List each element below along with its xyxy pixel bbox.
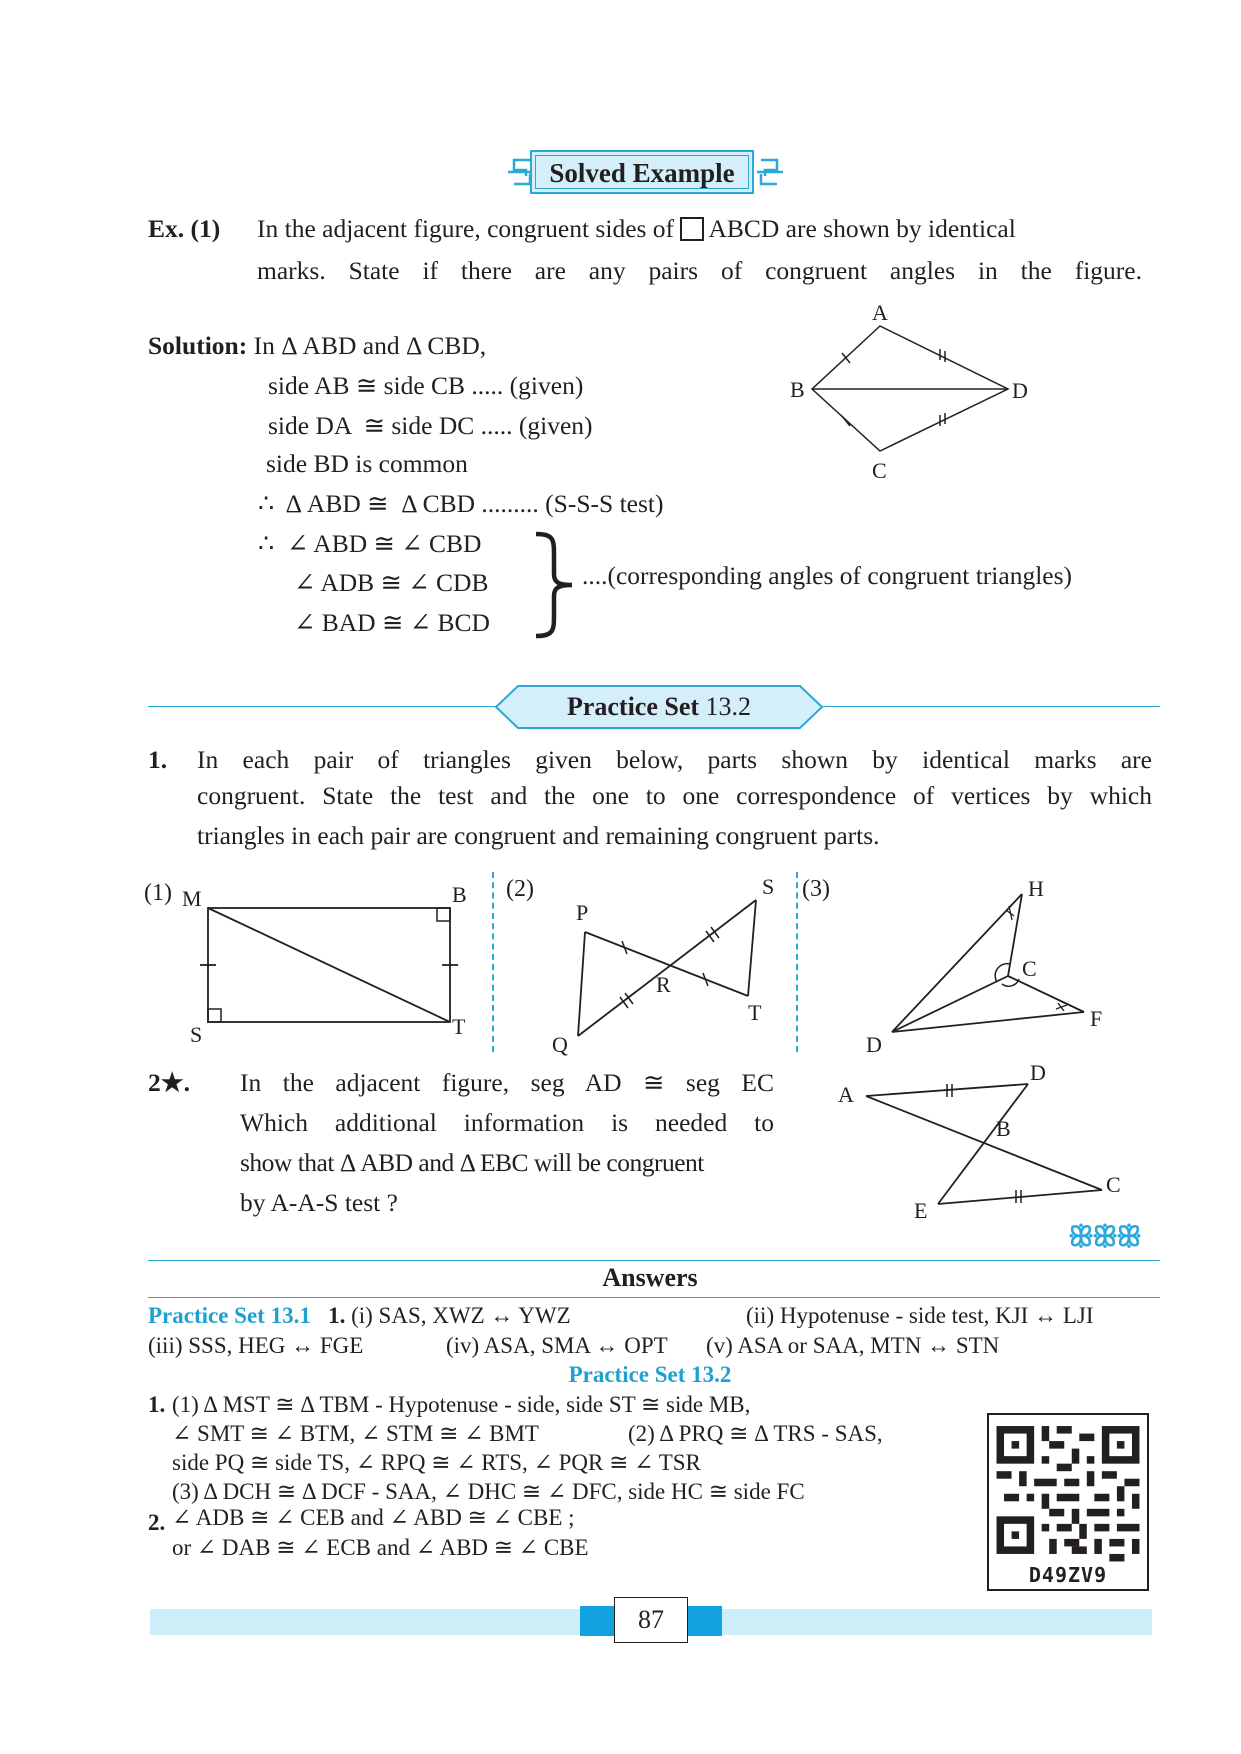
solution-line-7: ∠ BAD ≅ ∠ BCD bbox=[294, 608, 490, 637]
q2-line-1: In the adjacent figure, seg AD ≅ seg EC bbox=[240, 1068, 774, 1097]
label-s: S bbox=[762, 874, 775, 899]
label-b: B bbox=[996, 1116, 1011, 1141]
footer-accent-right bbox=[688, 1606, 722, 1636]
label-s: S bbox=[190, 1022, 203, 1047]
answers-rule-bottom bbox=[148, 1297, 1160, 1298]
label-d: D bbox=[866, 1032, 882, 1057]
diagonal-mt bbox=[208, 908, 450, 1022]
right-angle-b bbox=[437, 908, 450, 921]
solution-line-5: ∴ ∠ ABD ≅ ∠ CBD bbox=[258, 529, 482, 558]
qr-code-label: D49ZV9 bbox=[1028, 1563, 1108, 1587]
q2-line-4: by A-A-S test ? bbox=[240, 1188, 398, 1217]
label-c: C bbox=[1106, 1172, 1121, 1197]
answers-ps132-num1: 1. bbox=[148, 1392, 166, 1417]
figure-2-number: (2) bbox=[506, 876, 534, 902]
label-b: B bbox=[452, 882, 467, 907]
solution-line-0: In Δ ABD and Δ CBD, bbox=[253, 331, 487, 360]
brace-note: ....(corresponding angles of congruent triangles) bbox=[582, 561, 1073, 590]
label-b: B bbox=[790, 377, 805, 402]
label-d: D bbox=[1012, 378, 1028, 403]
line-de bbox=[938, 1084, 1028, 1204]
answers-ps131-ii: (ii) Hypotenuse - side test, KJI ↔ LJI bbox=[746, 1303, 1094, 1328]
page-number: 87 bbox=[614, 1597, 688, 1643]
figure-1-number: (1) bbox=[144, 880, 172, 906]
example-line-1 bbox=[257, 214, 1142, 244]
label-m: M bbox=[182, 886, 202, 911]
label-t: T bbox=[452, 1014, 466, 1039]
label-a: A bbox=[872, 300, 888, 325]
solution-line-3: side BD is common bbox=[266, 449, 468, 478]
figure-3-number: (3) bbox=[802, 876, 830, 902]
label-d: D bbox=[1030, 1062, 1046, 1085]
figure-1-rectangle bbox=[140, 870, 480, 1050]
label-f: F bbox=[1090, 1006, 1103, 1031]
tick-bc bbox=[842, 416, 850, 426]
answers-ps132-line5: ∠ ADB ≅ ∠ CEB and ∠ ABD ≅ ∠ CBE ; bbox=[172, 1505, 575, 1530]
answers-ps131-v: (v) ASA or SAA, MTN ↔ STN bbox=[706, 1333, 1000, 1358]
answers-ps131-iii: (iii) SSS, HEG ↔ FGE bbox=[148, 1333, 364, 1358]
example-line-1a: In the adjacent figure, congruent sides of bbox=[257, 214, 675, 243]
end-ornament-icon: ꕥꕥꕥ bbox=[1068, 1222, 1140, 1253]
example-line-1b: ABCD are shown by identical bbox=[708, 214, 1016, 243]
figure-q2-triangles bbox=[830, 1062, 1150, 1222]
right-angle-s bbox=[208, 1009, 221, 1022]
qr-code[interactable] bbox=[987, 1413, 1149, 1591]
practice-set-title-bold: Practice Set bbox=[566, 692, 700, 721]
footer-accent-left bbox=[580, 1606, 614, 1636]
q2-line-2: Which additional information is needed to bbox=[240, 1108, 774, 1137]
answers-ps131-row1 bbox=[148, 1303, 571, 1329]
label-c: C bbox=[872, 458, 887, 483]
kite-figure bbox=[780, 296, 1040, 486]
answers-ps132-line1: (1) Δ MST ≅ Δ TBM - Hypotenuse - side, side ST ≅ side MB, bbox=[172, 1392, 751, 1417]
label-t: T bbox=[748, 1000, 762, 1025]
answers-ps132-num2: 2. bbox=[148, 1510, 166, 1535]
answers-ps132-line2a: ∠ SMT ≅ ∠ BTM, ∠ STM ≅ ∠ BMT bbox=[172, 1421, 539, 1446]
label-p: P bbox=[576, 900, 589, 925]
line-st bbox=[748, 900, 756, 996]
solution-line-1: side AB ≅ side CB ..... (given) bbox=[268, 371, 584, 400]
q2-number: 2★. bbox=[148, 1068, 190, 1097]
practice-set-title-number: 13.2 bbox=[705, 692, 752, 721]
answers-ps131-i: (i) SAS, XWZ ↔ YWZ bbox=[351, 1303, 571, 1328]
qr-code-image bbox=[989, 1417, 1147, 1563]
answers-rule-top bbox=[148, 1260, 1160, 1261]
figure-3-triangles bbox=[800, 866, 1120, 1062]
label-a: A bbox=[838, 1082, 854, 1107]
line-ec bbox=[938, 1190, 1102, 1204]
answers-ps132-line3: side PQ ≅ side TS, ∠ RPQ ≅ ∠ RTS, ∠ PQR ≅ ∠ TSR bbox=[172, 1450, 701, 1475]
label-e: E bbox=[914, 1198, 928, 1222]
q1-number: 1. bbox=[148, 745, 168, 774]
example-line-2: marks. State if there are any pairs of congruent angles in the figure. bbox=[257, 256, 1142, 285]
answers-ps131-label: Practice Set 13.1 bbox=[148, 1303, 311, 1328]
line-df bbox=[892, 1012, 1084, 1032]
practice-set-title bbox=[494, 692, 824, 722]
answers-ps131-iv: (iv) ASA, SMA ↔ OPT bbox=[446, 1333, 668, 1358]
solved-example-heading: Solved Example bbox=[549, 158, 735, 188]
line-qs bbox=[578, 900, 756, 1036]
label-c: C bbox=[1022, 956, 1037, 981]
line-dc bbox=[892, 976, 1008, 1032]
label-q: Q bbox=[552, 1032, 568, 1057]
q1-line-2: congruent. State the test and the one to one correspondence of vertices by which bbox=[197, 781, 1152, 810]
q1-line-3: triangles in each pair are congruent and remaining congruent parts. bbox=[197, 821, 880, 850]
square-icon bbox=[680, 217, 704, 241]
answers-ps132-line2b: (2) Δ PRQ ≅ Δ TRS - SAS, bbox=[628, 1421, 883, 1446]
q1-line-1: In each pair of triangles given below, parts shown by identical marks are bbox=[197, 745, 1152, 774]
solved-example-banner bbox=[530, 150, 754, 194]
answers-ps131-num: 1. bbox=[328, 1303, 346, 1328]
solution-line-4: ∴ Δ ABD ≅ Δ CBD ......... (S-S-S test) bbox=[258, 489, 664, 518]
example-label: Ex. (1) bbox=[148, 214, 221, 243]
ornament-right-icon bbox=[755, 152, 785, 192]
figure-divider-1 bbox=[492, 872, 494, 1052]
line-dh bbox=[892, 894, 1022, 1032]
label-h: H bbox=[1028, 876, 1044, 901]
q2-line-3: show that Δ ABD and Δ EBC will be congruent bbox=[240, 1148, 704, 1177]
solution-first-line bbox=[148, 331, 486, 361]
label-r: R bbox=[656, 972, 671, 997]
answers-heading: Answers bbox=[602, 1263, 698, 1292]
answers-ps132-label: Practice Set 13.2 bbox=[568, 1362, 732, 1387]
solution-line-6: ∠ ADB ≅ ∠ CDB bbox=[294, 568, 489, 597]
figure-divider-2 bbox=[796, 872, 798, 1052]
answers-ps132-line6: or ∠ DAB ≅ ∠ ECB and ∠ ABD ≅ ∠ CBE bbox=[172, 1535, 589, 1560]
answers-ps132-line4: (3) Δ DCH ≅ Δ DCF - SAA, ∠ DHC ≅ ∠ DFC, side HC ≅ side FC bbox=[172, 1479, 805, 1504]
solution-line-2: side DA ≅ side DC ..... (given) bbox=[268, 411, 593, 440]
solution-label: Solution: bbox=[148, 331, 248, 360]
line-cf bbox=[1008, 976, 1084, 1012]
curly-brace-icon bbox=[532, 530, 578, 640]
figure-2-triangles bbox=[500, 868, 790, 1058]
line-pq bbox=[578, 932, 585, 1036]
